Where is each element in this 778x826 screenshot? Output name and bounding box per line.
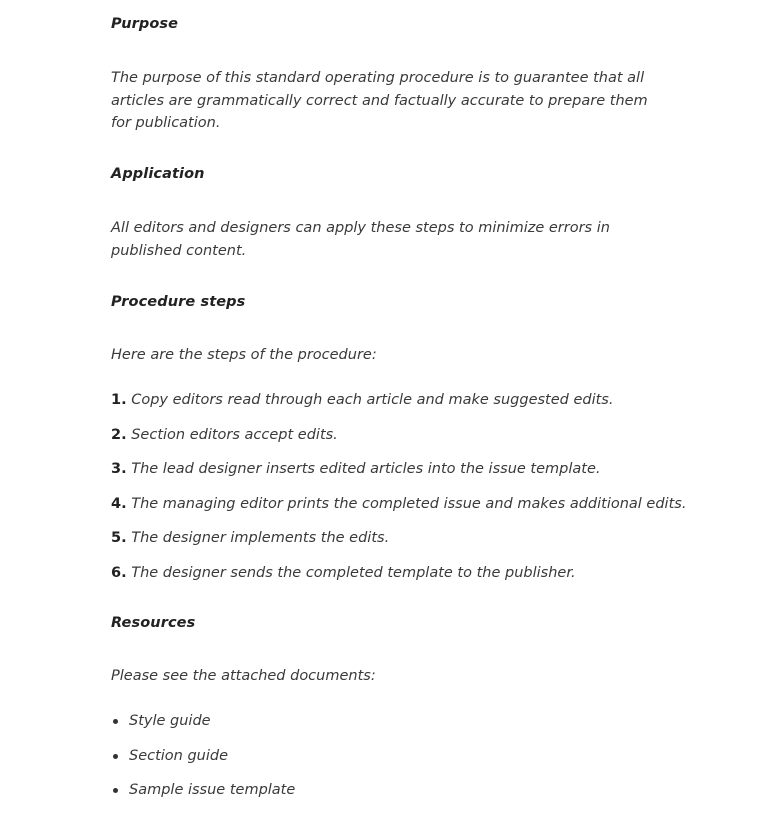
resources-intro: Please see the attached documents: [111, 668, 376, 684]
step-text: The managing editor prints the completed issue and makes additional edits. [131, 495, 687, 512]
resources-list [111, 710, 295, 814]
resource-item [111, 779, 295, 814]
step-number: 4. [111, 495, 127, 512]
procedure-intro: Here are the steps of the procedure: [111, 347, 377, 363]
procedure-heading: Procedure steps [111, 294, 246, 310]
application-heading: Application [111, 166, 205, 182]
resource-item-text: Style guide [129, 713, 211, 729]
step-number: 3. [111, 461, 127, 477]
step-number: 2. [111, 426, 127, 443]
procedure-step [111, 424, 686, 459]
step-text: The designer implements the edits. [131, 530, 390, 546]
step-number: 6. [111, 564, 127, 581]
step-text: Section editors accept edits. [131, 426, 338, 443]
bullet-icon [113, 719, 118, 724]
bullet-icon [113, 754, 118, 759]
resource-item-text: Sample issue template [129, 782, 296, 798]
resources-heading: Resources [111, 615, 196, 631]
step-text: The lead designer inserts edited articles into the issue template. [131, 461, 601, 477]
procedure-steps-list [111, 389, 686, 596]
purpose-text: The purpose of this standard operating procedure is to guarantee that all articles are grammatically correct and factually accurate to prepare them for publication. [111, 70, 648, 131]
resource-item-text: Section guide [129, 747, 229, 764]
procedure-step [111, 562, 686, 597]
resource-item [111, 710, 295, 745]
step-number: 5. [111, 530, 127, 546]
application-text: All editors and designers can apply these steps to minimize errors in published content. [111, 220, 610, 259]
bullet-icon [113, 788, 118, 793]
procedure-step [111, 458, 686, 493]
step-number: 1. [111, 392, 127, 408]
step-text: The designer sends the completed template to the publisher. [131, 564, 576, 581]
procedure-step [111, 527, 686, 562]
purpose-heading: Purpose [111, 16, 179, 32]
procedure-step [111, 493, 686, 528]
procedure-step [111, 389, 686, 424]
resource-item [111, 745, 295, 780]
step-text: Copy editors read through each article and make suggested edits. [131, 392, 614, 408]
